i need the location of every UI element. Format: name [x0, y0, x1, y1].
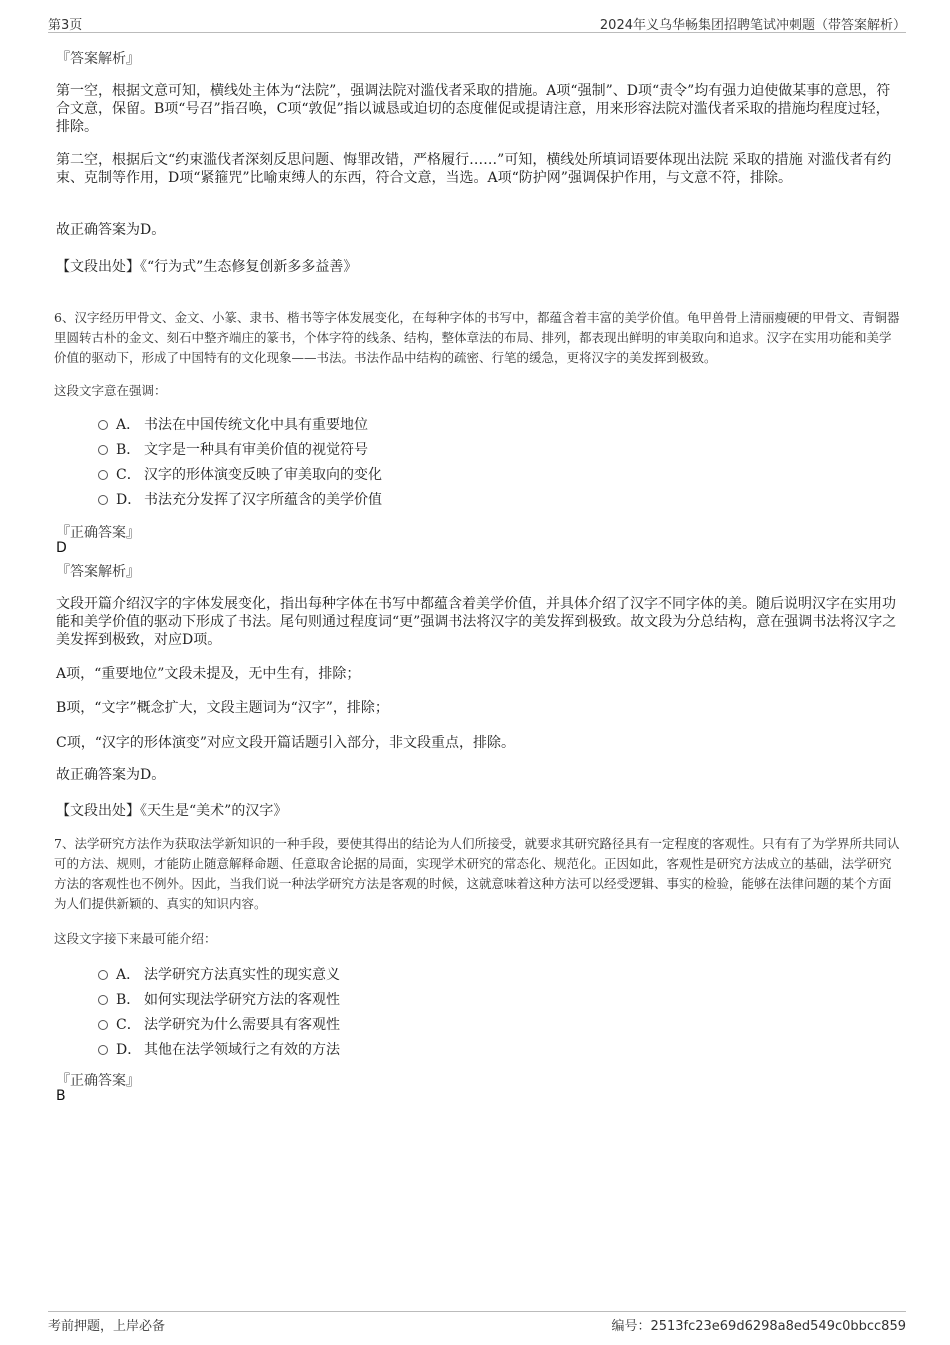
q6-option-c[interactable]: C． 汉字的形体演变反映了审美取向的变化 [98, 464, 900, 489]
q5-analysis-label: 『答案解析』 [56, 51, 140, 67]
q6-answer-label: 『正确答案』 [56, 525, 140, 541]
radio-icon[interactable] [98, 420, 108, 430]
q7-option-b[interactable]: B． 如何实现法学研究方法的客观性 [98, 989, 900, 1014]
q6-conclusion: 故正确答案为D。 [56, 767, 166, 783]
q6-analysis-b: B项，“文字”概念扩大，文段主题词为“汉字”，排除； [56, 700, 389, 716]
q7-answer: B [56, 1088, 66, 1104]
radio-icon[interactable] [98, 1020, 108, 1030]
q6-analysis-c: C项，“汉字的形体演变”对应文段开篇话题引入部分，非文段重点，排除。 [56, 735, 516, 751]
q7-text: 7、法学研究方法作为获取法学新知识的一种手段，要使其得出的结论为人们所接受，就要求其研究路径具有一定程度的客观性。只有有了为学界所共同认可的方法、规则，才能防止随意解释命题、任意取舍论据的局面，实现学术研究的常态化、规范化。正因如此，客观性是研究方法成立的基础，法学研究方法的客观性也不例外。因此，当我们说一种法学研究方法是客观的时候，这就意味着这种方法可以经受逻辑、事实的检验，能够在法律问题的某个方面为人们提供新颖的、真实的知识内容。 [54, 836, 900, 911]
q6-option-a[interactable]: A． 书法在中国传统文化中具有重要地位 [98, 414, 900, 439]
q6-analysis-a: A项，“重要地位”文段未提及，无中生有，排除； [56, 666, 361, 682]
document-code: 编号：2513fc23e69d6298a8ed549c0bbcc859 [611, 1319, 906, 1334]
radio-icon[interactable] [98, 445, 108, 455]
q5-source: 【文段出处】《“行为式”生态修复创新多多益善》 [56, 259, 358, 275]
q6-analysis-label: 『答案解析』 [56, 564, 140, 580]
q6-source: 【文段出处】《天生是“美术”的汉字》 [56, 803, 288, 819]
radio-icon[interactable] [98, 1045, 108, 1055]
q6-options [98, 414, 900, 514]
document-title: 2024年义乌华畅集团招聘笔试冲刺题（带答案解析） [599, 18, 906, 33]
radio-icon[interactable] [98, 470, 108, 480]
q7-options [98, 964, 900, 1064]
q6-analysis-para-1: 文段开篇介绍汉字的字体发展变化，指出每种字体在书写中都蕴含着美学价值，并具体介绍了汉字不同字体的美。随后说明汉字在实用功能和美学价值的驱动下形成了书法。尾句则通过程度词“更”强调书法将汉字的美发挥到极致。故文段为分总结构，意在强调书法将汉字之美发挥到极致，对应D项。 [56, 596, 897, 648]
page-footer [48, 1311, 906, 1336]
q6-prompt: 这段文字意在强调： [54, 383, 167, 398]
q6-answer: D [56, 540, 67, 556]
page-number: 第3页 [48, 18, 83, 33]
radio-icon[interactable] [98, 495, 108, 505]
page-header [48, 12, 906, 33]
q5-analysis-para-2: 第二空，根据后文“约束滥伐者深刻反思问题、悔罪改错，严格履行……”可知，横线处所填词语要体现出法院 采取的措施 对滥伐者有约束、克制等作用，D项“紧箍咒”比喻束缚人的东西，符合文意，当选。A项“防护网”强调保护作用，与文意不符，排除。 [56, 152, 892, 186]
q5-conclusion: 故正确答案为D。 [56, 222, 166, 238]
radio-icon[interactable] [98, 970, 108, 980]
q6-option-b[interactable]: B． 文字是一种具有审美价值的视觉符号 [98, 439, 900, 464]
q7-option-a[interactable]: A． 法学研究方法真实性的现实意义 [98, 964, 900, 989]
radio-icon[interactable] [98, 995, 108, 1005]
q7-prompt: 这段文字接下来最可能介绍： [54, 931, 217, 946]
q6-option-d[interactable]: D． 书法充分发挥了汉字所蕴含的美学价值 [98, 489, 900, 514]
q5-analysis-para-1: 第一空，根据文意可知，横线处主体为“法院”，强调法院对滥伐者采取的措施。A项“强制”、D项“责令”均有强力迫使做某事的意思，符合文意，保留。B项“号召”指召唤，C项“敦促”指以诚恳或迫切的态度催促或提请注意，用来形容法院对滥伐者采取的措施均程度过轻，排除。 [56, 83, 891, 135]
q7-option-d[interactable]: D． 其他在法学领域行之有效的方法 [98, 1039, 900, 1064]
q7-answer-label: 『正确答案』 [56, 1073, 140, 1089]
q7-option-c[interactable]: C． 法学研究为什么需要具有客观性 [98, 1014, 900, 1039]
q6-text: 6、汉字经历甲骨文、金文、小篆、隶书、楷书等字体发展变化，在每种字体的书写中，都蕴含着丰富的美学价值。龟甲兽骨上清丽瘦硬的甲骨文、青铜器里圆转古朴的金文、刻石中整齐端庄的篆书，个体字符的线条、结构，整体章法的布局、排列，都表现出鲜明的审美取向和追求。汉字在实用功能和美学价值的驱动下，形成了中国特有的文化现象——书法。书法作品中结构的疏密、行笔的缓急，更将汉字的美发挥到极致。 [54, 310, 900, 365]
footer-slogan: 考前押题，上岸必备 [48, 1319, 166, 1334]
